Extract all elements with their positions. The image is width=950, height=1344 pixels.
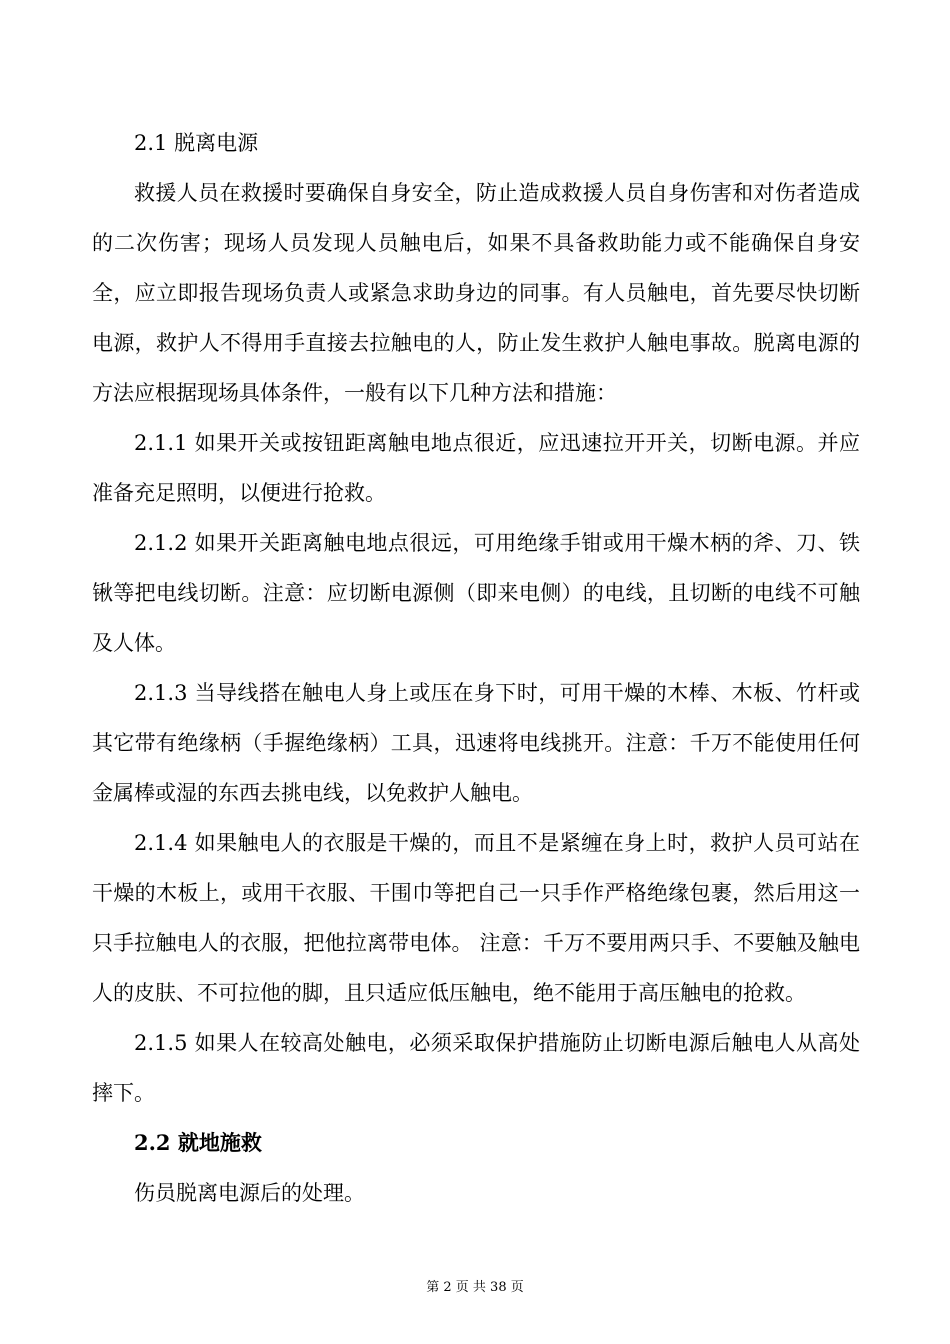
item-2-1-3: 2.1.3 当导线搭在触电人身上或压在身下时，可用干燥的木棒、木板、竹杆或其它带有绝缘柄（手握绝缘柄）工具，迅速将电线挑开。注意：千万不能使用任何金属棒或湿的东西去挑电线，以免救护人触电。 bbox=[92, 681, 860, 805]
section-title: 2.1 脱离电源 bbox=[134, 131, 259, 155]
item-2-1-5: 2.1.5 如果人在较高处触电，必须采取保护措施防止切断电源后触电人从高处摔下。 bbox=[92, 1031, 860, 1105]
item-2-1-1: 2.1.1 如果开关或按钮距离触电地点很近，应迅速拉开开关，切断电源。并应准备充足照明，以便进行抢救。 bbox=[92, 431, 860, 505]
subsection-paragraph: 伤员脱离电源后的处理。 bbox=[134, 1181, 365, 1205]
intro-paragraph: 救援人员在救援时要确保自身安全，防止造成救援人员自身伤害和对伤者造成的二次伤害；现场人员发现人员触电后，如果不具备救助能力或不能确保自身安全，应立即报告现场负责人或紧急求助身边的同事。有人员触电，首先要尽快切断电源，救护人不得用手直接去拉触电的人，防止发生救护人触电事故。脱离电源的方法应根据现场具体条件，一般有以下几种方法和措施： bbox=[92, 181, 860, 405]
document-body bbox=[92, 118, 860, 1218]
subsection-title: 2.2 就地施救 bbox=[134, 1130, 262, 1155]
page-footer: 第 2 页 共 38 页 bbox=[426, 1280, 524, 1295]
item-2-1-2: 2.1.2 如果开关距离触电地点很远，可用绝缘手钳或用干燥木柄的斧、刀、铁锹等把电线切断。注意：应切断电源侧（即来电侧）的电线，且切断的电线不可触及人体。 bbox=[92, 531, 860, 655]
item-2-1-4: 2.1.4 如果触电人的衣服是干燥的，而且不是紧缠在身上时，救护人员可站在干燥的木板上，或用干衣服、干围巾等把自己一只手作严格绝缘包裹，然后用这一只手拉触电人的衣服，把他拉离带电体。 注意：千万不要用两只手、不要触及触电人的皮肤、不可拉他的脚，且只适应低压触电，绝不能用于高压触电的抢救。 bbox=[92, 831, 860, 1005]
